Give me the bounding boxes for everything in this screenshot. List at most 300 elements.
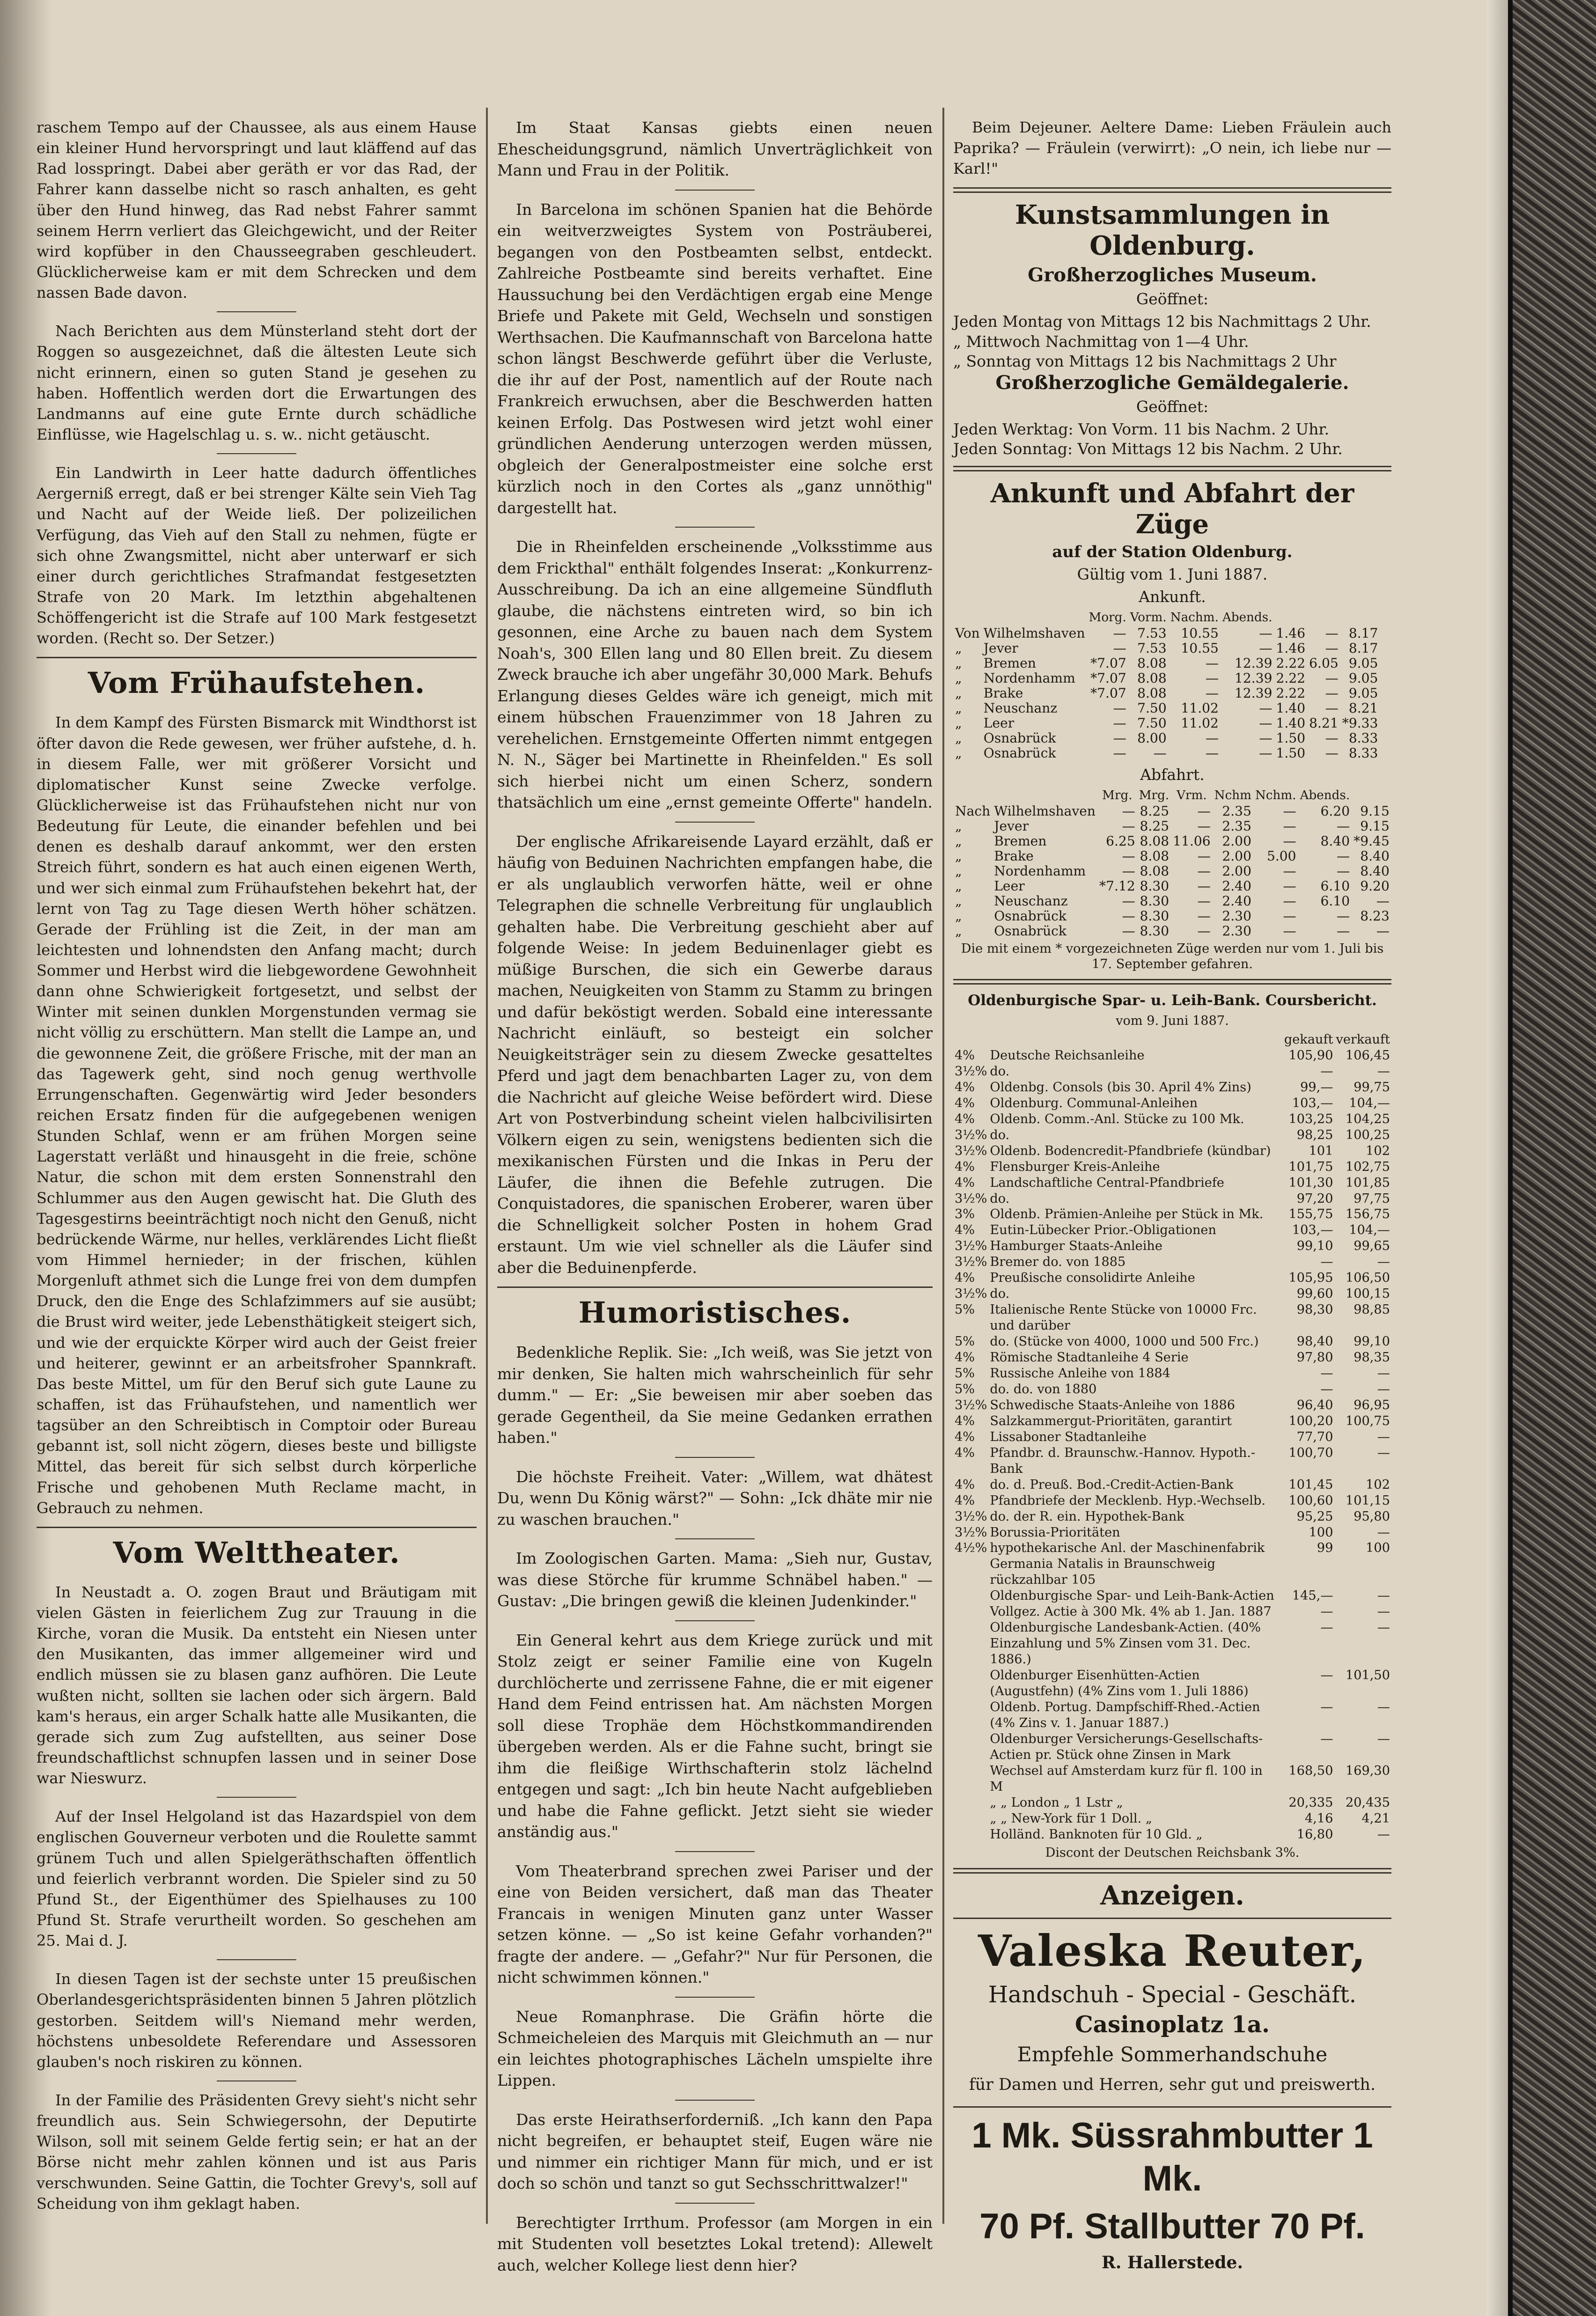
article-paragraph: In diesen Tagen ist der sechste unter 15 preußischen Oberlandesgerichtspräsidenten binnen 5 Jahren plötzlich gestorben. Seitdem will's Niemand mehr werden, höchstens unbesoldete Referendare und Assessoren glauben's noch riskiren zu können. xyxy=(37,1970,477,2071)
table-cell: — xyxy=(1205,745,1219,761)
table-cell: — xyxy=(1337,848,1350,864)
table-cell: 8.17 xyxy=(1348,640,1378,656)
price-cell: — xyxy=(1377,1604,1390,1619)
security-name: Oldenb. Prämien-Anleihe per Stück in Mk. xyxy=(990,1207,1264,1222)
rate-cell: 4% xyxy=(955,1096,975,1110)
section-heading: Vom Frühaufstehen. xyxy=(88,666,426,700)
table-cell: 2.22 xyxy=(1276,655,1306,671)
table-cell: — xyxy=(1122,908,1135,924)
table-cell: 8.08 xyxy=(1137,655,1167,671)
table-row xyxy=(953,1429,1391,1445)
column-header: gekauft xyxy=(1284,1032,1333,1047)
joke-paragraph: Beim Dejeuner. Aeltere Dame: Lieben Fräulein auch Paprika? — Fräulein (verwirrt): „O nein, ich liebe nur — Karl!" xyxy=(953,118,1391,178)
price-cell: 100,20 xyxy=(1288,1413,1333,1428)
table-cell: „ xyxy=(955,670,962,686)
price-cell: 99,75 xyxy=(1353,1080,1390,1095)
arrival-table xyxy=(953,610,1380,761)
price-cell: 97,80 xyxy=(1296,1350,1333,1365)
table-row xyxy=(953,1699,1391,1731)
rate-cell: 3½% xyxy=(955,1064,987,1079)
station-name: Osnabrück xyxy=(994,908,1066,924)
table-cell: — xyxy=(1113,745,1126,761)
column-header: Vrm. xyxy=(1177,788,1207,802)
ad-company-name: Valeska Reuter, xyxy=(978,1926,1367,1977)
price-cell: 98,40 xyxy=(1296,1334,1333,1349)
table-header-row xyxy=(953,1032,1391,1048)
table-row xyxy=(953,1795,1391,1811)
table-cell: 10.55 xyxy=(1181,625,1219,641)
ad-butter-1: 1 Mk. Süssrahmbutter 1 Mk. xyxy=(971,2116,1373,2199)
price-cell: 100,75 xyxy=(1345,1413,1390,1428)
table-cell: 10.55 xyxy=(1181,640,1219,656)
table-row xyxy=(953,1397,1391,1413)
table-cell: 7.53 xyxy=(1137,625,1167,641)
table-row xyxy=(953,1604,1391,1620)
price-cell: 97,20 xyxy=(1296,1191,1333,1206)
price-cell: 102 xyxy=(1366,1143,1390,1158)
rate-cell xyxy=(953,1827,988,1843)
table-row xyxy=(953,879,1391,894)
table-row xyxy=(953,1206,1391,1222)
security-name: Vollgez. Actie à 300 Mk. 4% ab 1. Jan. 1887 xyxy=(990,1604,1272,1619)
security-name: Oldenb. Portug. Dampfschiff-Rhed.-Actien (4% Zins v. 1. Januar 1887.) xyxy=(990,1700,1260,1730)
table-cell: — xyxy=(1337,863,1350,879)
divider xyxy=(217,1959,296,1960)
security-name: Oldenburg. Communal-Anleihen xyxy=(990,1096,1198,1110)
table-header-row xyxy=(953,610,1380,626)
table-cell: 8.08 xyxy=(1140,863,1169,879)
price-cell: 101,45 xyxy=(1288,1477,1333,1492)
price-cell: 168,50 xyxy=(1288,1763,1333,1778)
table-cell: „ xyxy=(955,685,962,701)
security-name: Preußische consolidirte Anleihe xyxy=(990,1271,1195,1286)
table-cell: 8.30 xyxy=(1140,893,1169,909)
table-row xyxy=(953,1540,1391,1588)
price-cell: 104,— xyxy=(1349,1096,1390,1110)
table-cell: 1.50 xyxy=(1276,730,1306,746)
art-collections-notice xyxy=(953,199,1391,459)
divider xyxy=(675,1997,755,1998)
table-cell: — xyxy=(1197,908,1211,924)
table-cell: 2.35 xyxy=(1222,818,1251,834)
rate-cell: 5% xyxy=(955,1366,975,1381)
table-cell: 11.02 xyxy=(1181,700,1219,716)
table-row xyxy=(953,1525,1391,1541)
table-cell: — xyxy=(1122,803,1135,819)
price-cell: 99,65 xyxy=(1353,1239,1390,1254)
security-name: Oldenburgische Landesbank-Actien. (40% Einzahlung und 5% Zinsen vom 31. Dec. 1886.) xyxy=(990,1620,1261,1667)
rate-cell: 5% xyxy=(955,1302,975,1317)
table-row xyxy=(953,1334,1391,1350)
divider xyxy=(675,1538,755,1539)
table-row xyxy=(953,1254,1391,1270)
table-cell: — xyxy=(1337,818,1350,834)
table-cell: — xyxy=(1205,655,1219,671)
rate-cell: 3½% xyxy=(955,1397,987,1412)
table-cell: 6.05 xyxy=(1309,655,1339,671)
station-name: Wilhelmshaven xyxy=(994,803,1096,819)
table-cell: — xyxy=(1197,818,1211,834)
table-cell: 2.00 xyxy=(1222,848,1251,864)
price-cell: 104,25 xyxy=(1345,1111,1390,1126)
divider xyxy=(675,527,755,528)
section-heading: Vom Welttheater. xyxy=(113,1535,400,1570)
price-cell: 106,50 xyxy=(1345,1271,1390,1286)
table-row xyxy=(953,731,1380,746)
table-row xyxy=(953,746,1380,761)
security-name: do. der R. ein. Hypothek-Bank xyxy=(990,1509,1184,1524)
table-cell: — xyxy=(1283,908,1296,924)
table-cell: — xyxy=(1113,730,1126,746)
security-name: Deutsche Reichsanleihe xyxy=(990,1048,1145,1063)
table-cell: — xyxy=(1122,863,1135,879)
rate-cell: 3½% xyxy=(955,1143,987,1158)
notice-title: Kunstsammlungen in Oldenburg. xyxy=(1015,199,1330,262)
divider xyxy=(217,1797,296,1798)
rate-cell: 5% xyxy=(955,1334,975,1349)
table-row xyxy=(953,1827,1391,1843)
column-header: Mrg. xyxy=(1139,788,1169,802)
table-cell: „ xyxy=(955,833,962,849)
price-cell: 102 xyxy=(1366,1477,1390,1492)
station-name: Nordenhamm xyxy=(983,670,1075,686)
station-name: Bremen xyxy=(983,655,1036,671)
table-cell: — xyxy=(1283,893,1296,909)
ad-signature: R. Hallerstede. xyxy=(1102,2253,1243,2273)
rate-cell: 4% xyxy=(955,1445,975,1460)
opening-hours-line: „ Mittwoch Nachmittag von 1—4 Uhr. xyxy=(953,332,1249,351)
security-name: Oldenburger Eisenhütten-Actien (Augustfehn) (4% Zins vom 1. Juli 1886) xyxy=(990,1668,1249,1699)
column-middle xyxy=(497,117,933,2284)
table-cell: 6.10 xyxy=(1320,893,1350,909)
price-cell: 102,75 xyxy=(1345,1159,1390,1174)
table-cell: 5.00 xyxy=(1266,848,1296,864)
price-cell: — xyxy=(1377,1588,1390,1603)
column-header: Morg. xyxy=(1089,610,1126,625)
article-paragraph: raschem Tempo auf der Chaussee, als aus einem Hause ein kleiner Hund hervorspringt und laut kläffend auf das Rad losspringt. Dabei aber geräth er vor das Rad, der Fahrer kann dasselbe nicht so rasch anhalten, es geht über den Hund hinweg, das Rad nebst Fahrer sammt seinem Herrn verliert das Gleichgewicht, und der Reiter wird kopfüber in den Chausseegraben geschleudert. Glücklicherweise kam er mit dem Schrecken und dem nassen Bade davon. xyxy=(37,118,477,302)
security-name: Eutin-Lübecker Prior.-Obligationen xyxy=(990,1223,1216,1238)
security-name: Wechsel auf Amsterdam kurz für fl. 100 in M xyxy=(990,1763,1263,1794)
price-cell: 20,435 xyxy=(1345,1795,1390,1810)
rate-cell xyxy=(953,1604,988,1620)
ad-line: Empfehle Sommerhandschuhe xyxy=(1017,2043,1328,2067)
security-name: do. d. Preuß. Bod.-Credit-Actien-Bank xyxy=(990,1477,1234,1492)
price-cell: 99,10 xyxy=(1353,1334,1390,1349)
table-cell: — xyxy=(1325,670,1339,686)
table-cell: 8.30 xyxy=(1140,878,1169,894)
advertisements xyxy=(953,1880,1391,2272)
table-cell: *7.12 xyxy=(1099,878,1135,894)
security-name: Salzkammergut-Prioritäten, garantirt xyxy=(990,1413,1232,1428)
divider xyxy=(675,1851,755,1852)
table-cell: 11.06 xyxy=(1173,833,1211,849)
table-row xyxy=(953,1811,1391,1827)
price-cell: 101 xyxy=(1309,1143,1333,1158)
table-cell: 2.00 xyxy=(1222,863,1251,879)
price-cell: 95,25 xyxy=(1296,1509,1333,1524)
table-cell: — xyxy=(1259,625,1272,641)
table-cell: 9.15 xyxy=(1360,818,1390,834)
price-cell: — xyxy=(1320,1731,1333,1746)
table-cell: — xyxy=(1122,893,1135,909)
security-name: do. xyxy=(990,1287,1010,1301)
station-name: Neuschanz xyxy=(994,893,1068,909)
joke-paragraph: Die höchste Freiheit. Vater: „Willem, wat dhätest Du, wenn Du König wärst?" — Sohn: „Ick dhäte mir nie zu waschen brauchen." xyxy=(497,1467,933,1529)
table-row xyxy=(953,1191,1391,1207)
security-name: Hamburger Staats-Anleihe xyxy=(990,1239,1162,1254)
price-cell: 100 xyxy=(1309,1525,1333,1540)
ad-address: Casinoplatz 1a. xyxy=(1074,2011,1270,2038)
divider xyxy=(675,1620,755,1621)
museum-title: Großherzogliches Museum. xyxy=(1028,264,1317,287)
price-cell: 20,335 xyxy=(1288,1795,1333,1810)
rate-cell: 4% xyxy=(955,1111,975,1126)
security-name: Italienische Rente Stücke von 10000 Frc. und darüber xyxy=(990,1302,1257,1333)
arrival-heading: Ankunft. xyxy=(1139,588,1206,606)
price-cell: 97,75 xyxy=(1353,1191,1390,1206)
table-cell: „ xyxy=(955,818,962,834)
table-cell: — xyxy=(1259,700,1272,716)
station-name: Jever xyxy=(983,640,1018,656)
security-name: Oldenburger Versicherungs-Gesellschafts-Actien pr. Stück ohne Zinsen in Mark xyxy=(990,1731,1263,1762)
table-cell: — xyxy=(1259,640,1272,656)
table-cell: — xyxy=(1283,863,1296,879)
price-cell: 156,75 xyxy=(1345,1207,1390,1222)
rate-cell: 4% xyxy=(955,1350,975,1365)
price-cell: 95,80 xyxy=(1353,1509,1390,1524)
table-cell: 8.25 xyxy=(1140,803,1169,819)
rate-cell xyxy=(953,1763,988,1795)
table-row xyxy=(953,1064,1391,1080)
table-cell: *9.33 xyxy=(1342,715,1378,731)
table-cell: Von xyxy=(955,625,980,641)
rate-cell: 4% xyxy=(955,1413,975,1428)
column-right xyxy=(953,117,1391,2272)
table-cell: — xyxy=(1113,625,1126,641)
divider xyxy=(37,1527,477,1528)
security-name: Flensburger Kreis-Anleihe xyxy=(990,1159,1160,1174)
rate-cell xyxy=(953,1795,988,1811)
price-cell: 155,75 xyxy=(1288,1207,1333,1222)
table-cell: 6.20 xyxy=(1320,803,1350,819)
security-name: do. xyxy=(990,1191,1010,1206)
divider xyxy=(953,187,1391,193)
table-cell: 2.30 xyxy=(1222,908,1251,924)
table-row xyxy=(953,1366,1391,1382)
table-cell: 8.23 xyxy=(1360,908,1390,924)
security-name: Oldenbg. Consols (bis 30. April 4% Zins) xyxy=(990,1080,1251,1095)
table-cell: — xyxy=(1259,745,1272,761)
table-cell: 12.39 xyxy=(1234,670,1272,686)
section-heading: Humoristisches. xyxy=(578,1295,852,1330)
security-name: Borussia-Prioritäten xyxy=(990,1525,1120,1540)
table-header-row xyxy=(953,787,1391,804)
column-header: Nchm xyxy=(1214,788,1251,802)
table-cell: 8.17 xyxy=(1348,625,1378,641)
price-cell: 98,25 xyxy=(1296,1127,1333,1142)
table-cell: „ xyxy=(955,655,962,671)
table-cell: — xyxy=(1205,730,1219,746)
table-cell: Nach xyxy=(955,803,991,819)
table-cell: 12.39 xyxy=(1234,655,1272,671)
table-row xyxy=(953,626,1380,641)
price-cell: 77,70 xyxy=(1296,1429,1333,1444)
ad-line: für Damen und Herren, sehr gut und preiswerth. xyxy=(969,2075,1376,2095)
price-cell: — xyxy=(1377,1525,1390,1540)
opening-label: Geöffnet: xyxy=(1136,290,1209,309)
rate-cell: 5% xyxy=(955,1382,975,1397)
price-cell: 100,60 xyxy=(1288,1493,1333,1508)
table-cell: 9.05 xyxy=(1348,655,1378,671)
table-cell: 9.15 xyxy=(1360,803,1390,819)
station-name: Leer xyxy=(994,878,1025,894)
table-row xyxy=(953,1509,1391,1525)
table-cell: *7.07 xyxy=(1090,655,1126,671)
security-name: do. do. von 1880 xyxy=(990,1382,1097,1397)
article-paragraph: Auf der Insel Helgoland ist das Hazardspiel von dem englischen Gouverneur verboten und die Roulette sammt grünem Tuch und allen Spielgeräthschaften öffentlich und feierlich verbrannt worden. Die Spieler sind zu 50 Pfund St., der Eigenthümer des Spielhauses zu 100 Pfund St. Strafe verurtheilt worden. So geschehen am 25. Mai d. J. xyxy=(37,1808,477,1950)
table-cell: — xyxy=(1325,685,1339,701)
book-binding xyxy=(1486,0,1596,2316)
table-cell: — xyxy=(1337,908,1350,924)
price-cell: — xyxy=(1377,1366,1390,1381)
rate-cell: 3% xyxy=(955,1207,975,1222)
price-cell: 99,10 xyxy=(1296,1239,1333,1254)
table-row xyxy=(953,1731,1391,1763)
price-cell: — xyxy=(1377,1620,1390,1635)
table-cell: *9.45 xyxy=(1353,833,1390,849)
table-cell: 6.10 xyxy=(1320,878,1350,894)
bank-note: Discont der Deutschen Reichsbank 3%. xyxy=(1045,1845,1300,1860)
price-cell: — xyxy=(1320,1366,1333,1381)
price-cell: 169,30 xyxy=(1345,1763,1390,1778)
table-cell: 6.25 xyxy=(1106,833,1135,849)
rate-cell xyxy=(953,1588,988,1604)
article-paragraph: In Neustadt a. O. zogen Braut und Bräutigam mit vielen Gästen in feierlichem Zug zur Trauung in die Kirche, voran die Musik. Da entsteht ein Niesen unter den Musikanten, das immer allgemeiner wird und endlich müssen sie zu blasen ganz aufhören. Die Leute wußten nicht, sollten sie lachen oder sich ärgern. Bald kam's heraus, ein arger Schalk hatte alle Musikanten, die gerade sich zum Zug aufstellten, aus seiner Dose freundschaftlichst schnupfen lassen und in seiner Dose war Nieswurz. xyxy=(37,1583,477,1787)
table-cell: 8.00 xyxy=(1137,730,1167,746)
price-cell: 4,21 xyxy=(1361,1811,1390,1826)
table-cell: 8.30 xyxy=(1140,923,1169,939)
price-cell: 105,95 xyxy=(1288,1271,1333,1286)
price-cell: — xyxy=(1320,1620,1333,1635)
table-cell: „ xyxy=(955,878,962,894)
price-cell: — xyxy=(1377,1700,1390,1715)
rate-cell: 4% xyxy=(955,1271,975,1286)
table-cell: 7.50 xyxy=(1137,700,1167,716)
divider xyxy=(37,657,477,658)
rate-cell: 4% xyxy=(955,1429,975,1444)
rate-cell xyxy=(953,1668,988,1699)
rate-cell: 4% xyxy=(955,1175,975,1190)
table-cell: 12.39 xyxy=(1234,685,1272,701)
table-cell: — xyxy=(1376,923,1390,939)
price-cell: 103,— xyxy=(1292,1223,1333,1238)
price-cell: 4,16 xyxy=(1305,1811,1333,1826)
price-cell: — xyxy=(1320,1700,1333,1715)
opening-label: Geöffnet: xyxy=(1136,397,1209,416)
table-cell: 2.22 xyxy=(1276,685,1306,701)
station-name: Neuschanz xyxy=(983,700,1058,716)
price-cell: 98,30 xyxy=(1296,1302,1333,1317)
divider xyxy=(675,2203,755,2204)
table-cell: 8.08 xyxy=(1137,670,1167,686)
table-row xyxy=(953,1175,1391,1191)
station-name: Osnabrück xyxy=(994,923,1066,939)
table-row xyxy=(953,1127,1391,1143)
departure-heading: Abfahrt. xyxy=(1140,765,1205,784)
table-cell: — xyxy=(1205,685,1219,701)
table-cell: — xyxy=(1283,818,1296,834)
divider xyxy=(953,466,1391,471)
price-cell: 101,50 xyxy=(1345,1668,1390,1683)
security-name: Römische Stadtanleihe 4 Serie xyxy=(990,1350,1189,1365)
article-paragraph: Der englische Afrikareisende Layard erzählt, daß er häufig von Beduinen Nachrichten empfangen habe, die er als unglaublich verworfen hätte, weil er ohne Telegraphen die schnelle Verbreitung für unglaublich gehalten habe. Die Verbreitung geschieht aber auf folgende Weise: In jedem Beduinenlager giebt es müßige Burschen, die sich ein Gewerbe daraus machen, Neuigkeiten von Stamm zu Stamm zu bringen und dafür beköstigt werden. Sobald eine interessante Nachricht einläuft, so besteigt ein solcher Neuigkeitsträger sein zu diesem Zwecke gesatteltes Pferd und jagt dem benachbarten Lager zu, von dem die Nachricht auf gleiche Weise befördert wird. Diese Art von Postverbindung scheint vielen halbcivilisirten Völkern eigen zu sein, wenigstens bedienten sich die mexikanischen Fürsten und die Inkas in Peru der Läufer, die ihnen die Befehle zutrugen. Die Conquistadores, die spanischen Eroberer, waren über die Schnelligkeit solcher Posten in hohem Grad erstaunt. Um wie viel schneller als die Läufer sind aber die Beduinenpferde. xyxy=(497,832,933,1277)
column-header: Mrg. xyxy=(1102,788,1133,802)
table-row xyxy=(953,701,1380,716)
price-cell: — xyxy=(1320,1668,1333,1683)
price-cell: — xyxy=(1377,1429,1390,1444)
opening-hours-line: Jeden Sonntag: Von Mittags 12 bis Nachm. 2 Uhr. xyxy=(953,440,1343,458)
divider xyxy=(953,979,1391,985)
price-cell: 104,— xyxy=(1349,1223,1390,1238)
article-paragraph: In der Familie des Präsidenten Grevy sieht's nicht sehr freundlich aus. Sein Schwiegersohn, der Deputirte Wilson, soll mit seinem Gelde fertig sein; er hat an der Börse nicht mehr zahlen können und ist aus Paris verschwunden. Seine Gattin, die Tochter Grevy's, soll auf Scheidung von ihm geklagt haben. xyxy=(37,2091,477,2213)
table-cell: — xyxy=(1283,833,1296,849)
bank-date: vom 9. Juni 1887. xyxy=(1116,1014,1229,1029)
train-timetable xyxy=(953,478,1391,973)
price-cell: 100 xyxy=(1366,1541,1390,1556)
security-name: Oldenburgische Spar- und Leih-Bank-Actien xyxy=(990,1588,1274,1603)
rate-cell xyxy=(953,1811,988,1827)
timetable-title: Ankunft und Abfahrt der Züge xyxy=(990,478,1354,540)
table-row xyxy=(953,1143,1391,1159)
bank-rates xyxy=(953,991,1391,1861)
divider xyxy=(675,822,755,823)
column-rule xyxy=(942,108,944,2224)
table-cell: *7.07 xyxy=(1090,670,1126,686)
station-name: Osnabrück xyxy=(983,730,1056,746)
rate-cell: 4% xyxy=(955,1493,975,1508)
timetable-note: Die mit einem * vorgezeichneten Züge werden nur vom 1. Juli bis 17. September gefahren. xyxy=(961,941,1384,972)
price-cell: — xyxy=(1320,1604,1333,1619)
table-row xyxy=(953,924,1391,939)
price-cell: 103,25 xyxy=(1288,1111,1333,1126)
table-cell: — xyxy=(1197,803,1211,819)
table-row xyxy=(953,894,1391,909)
price-cell: — xyxy=(1377,1064,1390,1079)
opening-hours-line: Jeden Montag von Mittags 12 bis Nachmittags 2 Uhr. xyxy=(953,312,1371,331)
station-name: Leer xyxy=(983,715,1015,731)
table-row xyxy=(953,1222,1391,1238)
table-cell: — xyxy=(1325,730,1339,746)
column-header: Vorm. xyxy=(1130,610,1167,625)
table-cell: 8.21 xyxy=(1309,715,1339,731)
table-cell: — xyxy=(1197,923,1211,939)
divider xyxy=(953,1918,1391,1919)
table-row xyxy=(953,1080,1391,1096)
table-cell: 9.05 xyxy=(1348,685,1378,701)
column-header: verkauft xyxy=(1336,1032,1390,1047)
price-cell: — xyxy=(1377,1445,1390,1460)
rate-cell: 4½% xyxy=(955,1541,987,1556)
price-cell: 98,85 xyxy=(1353,1302,1390,1317)
table-cell: — xyxy=(1376,893,1390,909)
gallery-title: Großherzogliche Gemäldegalerie. xyxy=(995,372,1349,394)
table-cell: 11.02 xyxy=(1181,715,1219,731)
joke-paragraph: Bedenkliche Replik. Sie: „Ich weiß, was Sie jetzt von mir denken, Sie halten mich wahrscheinlich für sehr dumm." — Er: „Sie beweisen mir aber soeben das gerade Gegentheil, da Sie meine Gedanken errathen haben." xyxy=(497,1343,933,1447)
table-row xyxy=(953,1350,1391,1366)
table-row xyxy=(953,1238,1391,1254)
station-name: Jever xyxy=(994,818,1029,834)
station-name: Wilhelmshaven xyxy=(983,625,1085,641)
